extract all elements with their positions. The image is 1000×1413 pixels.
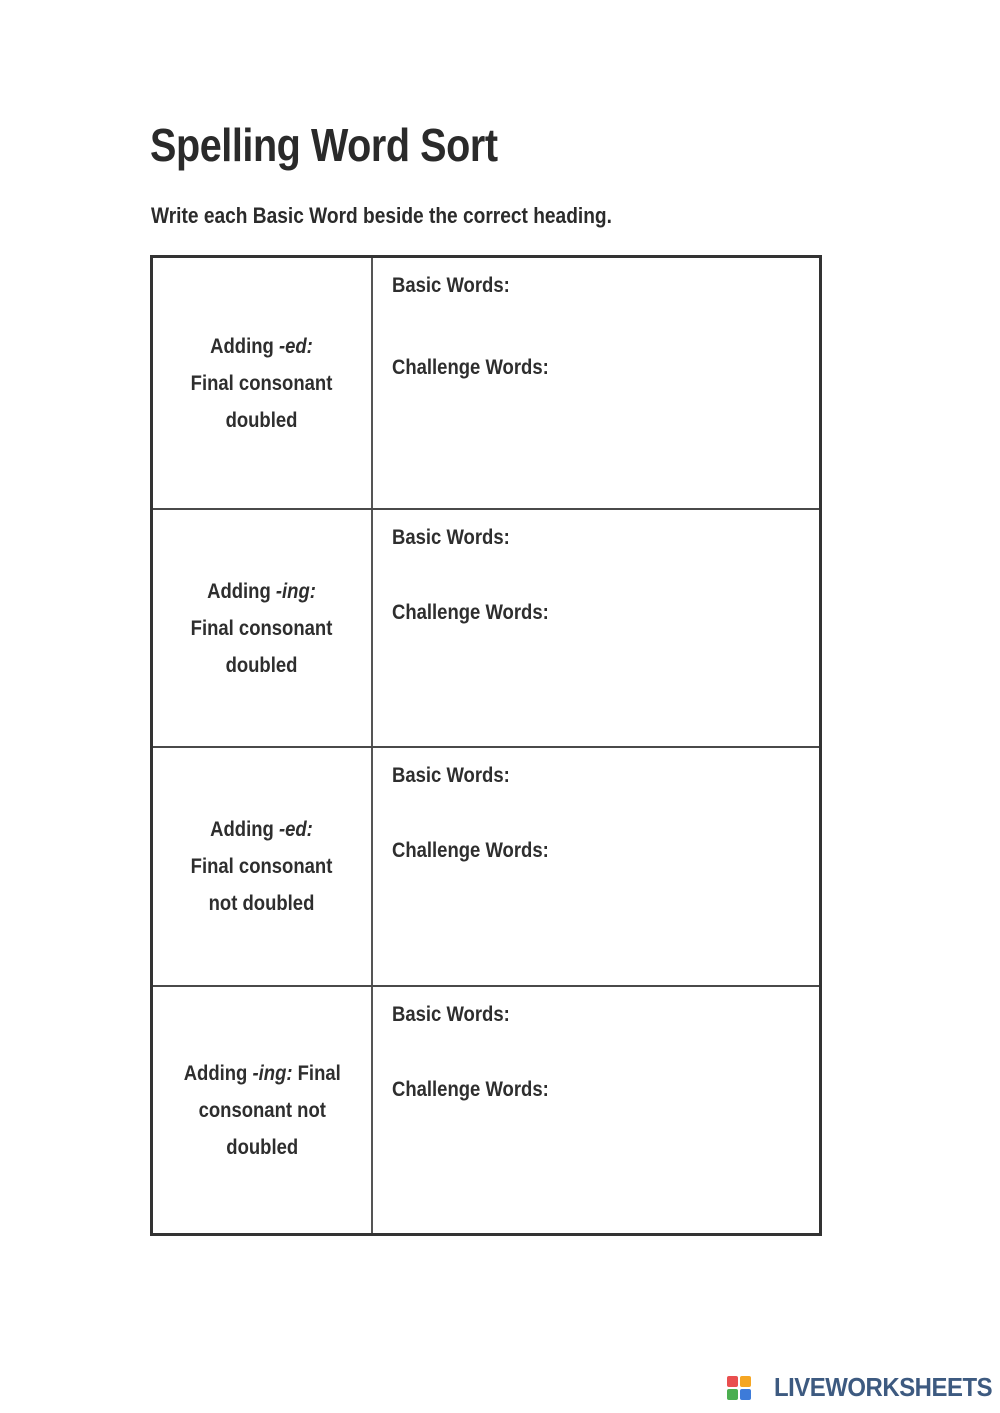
logo-square-2: [740, 1376, 751, 1387]
row-heading: [153, 258, 373, 508]
words-answer-cell[interactable]: [373, 510, 819, 746]
basic-words-label: Basic Words:: [392, 274, 510, 297]
challenge-words-label: Challenge Words:: [392, 601, 549, 624]
liveworksheets-brand[interactable]: [727, 1372, 992, 1403]
heading-prefix: Adding: [183, 1061, 253, 1085]
word-sort-table: [150, 255, 822, 1236]
sort-row-adding-ing-not-doubled: [153, 985, 819, 1233]
row-heading: [153, 987, 373, 1233]
heading-suffix: -ing:: [276, 579, 317, 603]
sort-row-adding-ing-doubled: [153, 508, 819, 746]
challenge-words-label: Challenge Words:: [392, 1078, 549, 1101]
heading-line-2: doubled: [226, 408, 298, 432]
heading-prefix: Adding: [210, 818, 280, 841]
heading-suffix: -ed:: [279, 818, 314, 841]
heading-suffix: -ing:: [252, 1061, 293, 1085]
heading-suffix: -ed:: [279, 334, 314, 358]
heading-line-1: Final consonant: [191, 371, 333, 395]
logo-square-3: [727, 1389, 738, 1400]
logo-square-1: [727, 1376, 738, 1387]
heading-prefix: Adding: [207, 579, 277, 603]
instructions-text: Write each Basic Word beside the correct heading.: [151, 203, 612, 228]
words-answer-cell[interactable]: [373, 258, 819, 508]
page-title: Spelling Word Sort: [150, 119, 498, 171]
words-answer-cell[interactable]: [373, 987, 819, 1233]
words-answer-cell[interactable]: [373, 748, 819, 985]
liveworksheets-logo-icon: [727, 1376, 751, 1400]
heading-line-2: doubled: [226, 1135, 298, 1159]
heading-line-2: not doubled: [209, 892, 315, 915]
basic-words-label: Basic Words:: [392, 1003, 510, 1026]
heading-line-1: consonant not: [198, 1098, 326, 1122]
row-heading: [153, 748, 373, 985]
heading-line-1: Final consonant: [191, 616, 333, 640]
challenge-words-label: Challenge Words:: [392, 356, 549, 379]
brand-name: LIVEWORKSHEETS: [773, 1372, 992, 1402]
heading-line-2: doubled: [226, 653, 298, 677]
row-heading: [153, 510, 373, 746]
sort-row-adding-ed-not-doubled: [153, 746, 819, 985]
heading-after-suffix: Final: [292, 1061, 341, 1085]
heading-prefix: Adding: [210, 334, 280, 358]
sort-row-adding-ed-doubled: [153, 258, 819, 508]
heading-line-1: Final consonant: [191, 855, 333, 878]
basic-words-label: Basic Words:: [392, 764, 510, 787]
basic-words-label: Basic Words:: [392, 526, 510, 549]
logo-square-4: [740, 1389, 751, 1400]
challenge-words-label: Challenge Words:: [392, 839, 549, 862]
